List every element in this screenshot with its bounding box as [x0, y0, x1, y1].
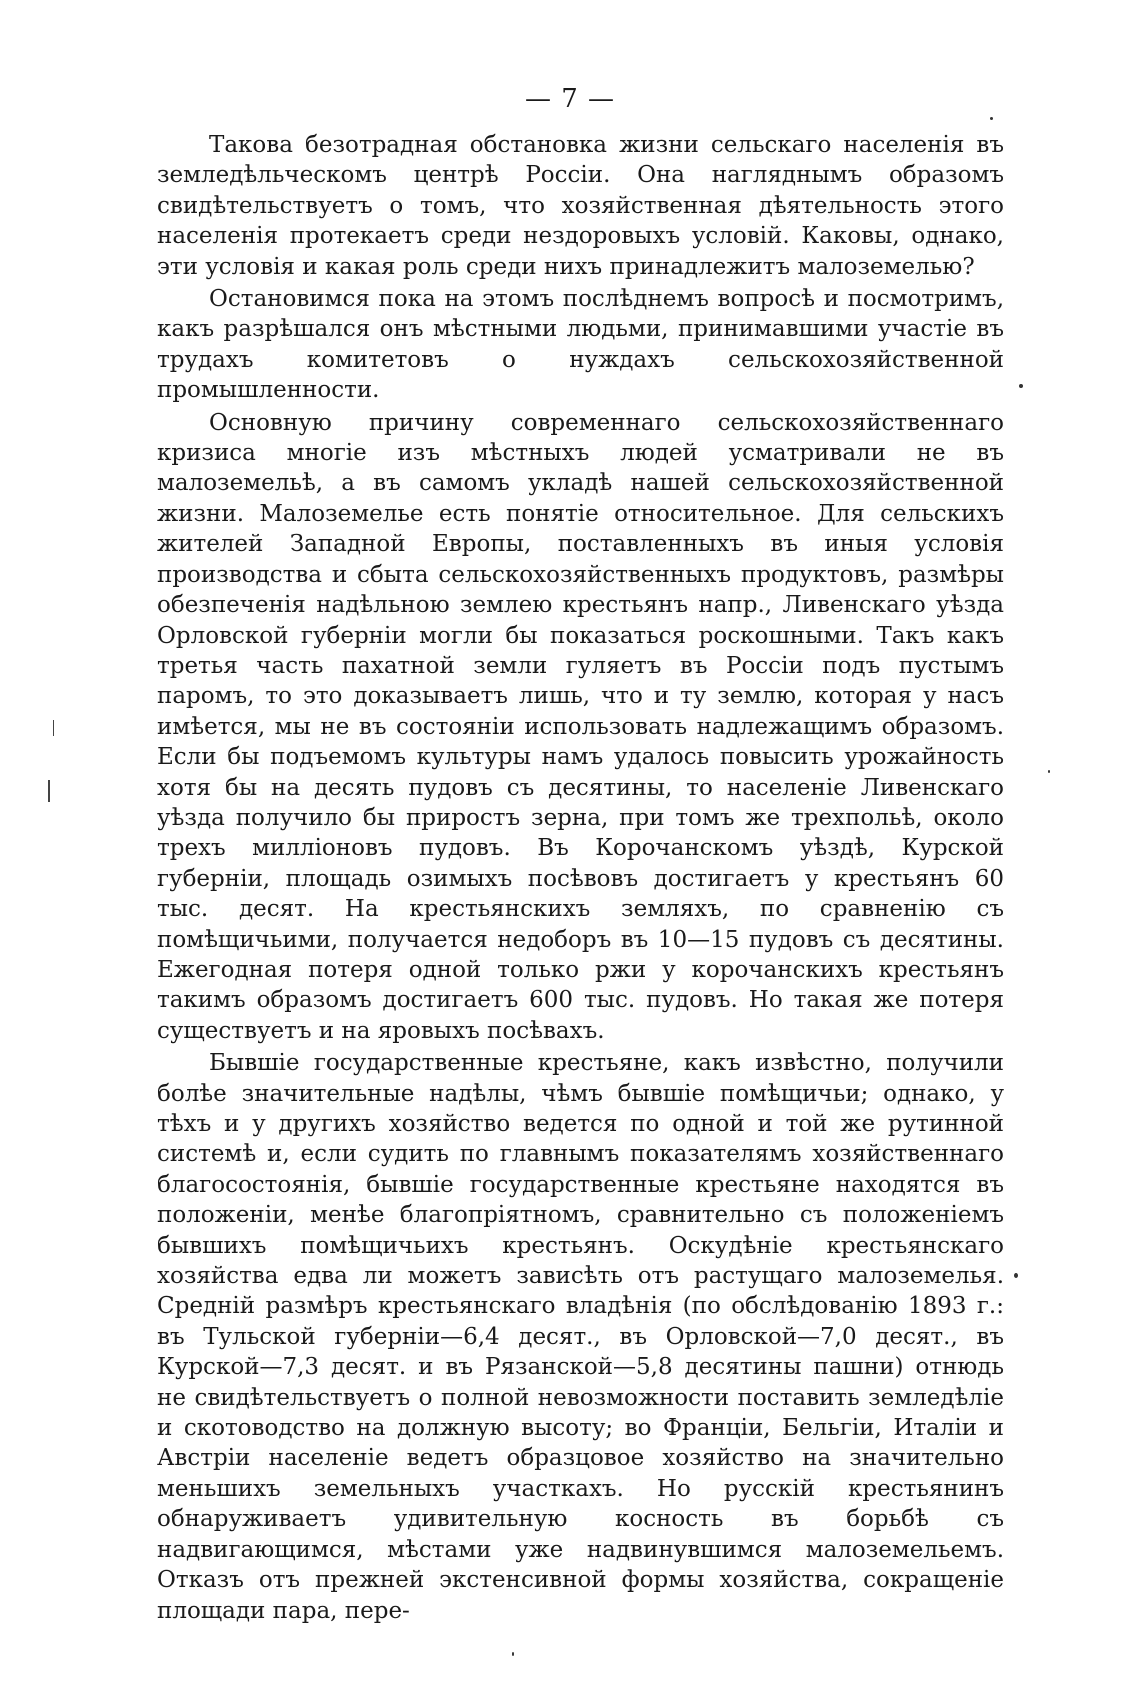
scan-speck [1019, 384, 1023, 388]
paragraph-3: Основную причину современнаго сельскохозяйственнаго кризиса многіе изъ мѣстныхъ людей усматривали не въ малоземельѣ, а въ самомъ укладѣ нашей сельскохозяйственной жизни. Малоземелье есть понятіе относительное. Для сельскихъ жителей Западной Европы, поставленныхъ въ иныя условія производства и сбыта сельскохозяйственныхъ продуктовъ, размѣры обезпеченія надѣльною землею крестьянъ напр., Ливенскаго уѣзда Орловской губерніи могли бы показаться роскошными. Такъ какъ третья часть пахатной земли гуляетъ въ Россіи подъ пустымъ паромъ, то это доказываетъ лишь, что и ту землю, которая у насъ имѣется, мы не въ состояніи использовать надлежащимъ образомъ. Если бы подъемомъ культуры намъ удалось повысить урожайность хотя бы на десять пудовъ съ десятины, то населеніе Ливенскаго уѣзда получило бы приростъ зерна, при томъ же трехпольѣ, около трехъ милліоновъ пудовъ. Въ Корочанскомъ уѣздѣ, Курской губерніи, площадь озимыхъ посѣвовъ достигаетъ у крестьянъ 60 тыс. десят. На крестьянскихъ земляхъ, по сравненію съ помѣщичьими, получается недоборъ въ 10—15 пудовъ съ десятины. Ежегодная потеря одной только ржи у корочанскихъ крестьянъ такимъ образомъ достигаетъ 600 тыс. пудовъ. Но такая же потеря существуетъ и на яровыхъ посѣвахъ. [157, 409, 1004, 1044]
paragraph-1: Такова безотрадная обстановка жизни сельскаго населенія въ земледѣльческомъ центрѣ Россіи. Она нагляднымъ образомъ свидѣтельствуетъ о томъ, что хозяйственная дѣятельность этого населенія протекаетъ среди нездоровыхъ условій. Каковы, однако, эти условія и какая роль среди нихъ принадлежитъ малоземелью? [157, 132, 1004, 280]
scan-speck [1014, 1273, 1018, 1278]
paragraph-4: Бывшіе государственные крестьяне, какъ извѣстно, получили болѣе значительные надѣлы, чѣмъ бывшіе помѣщичьи; однако, у тѣхъ и у другихъ хозяйство ведется по одной и той же рутинной системѣ и, если судить по главнымъ показателямъ хозяйственнаго благосостоянія, бывшіе государственные крестьяне находятся въ положеніи, менѣе благопріятномъ, сравнительно съ положеніемъ бывшихъ помѣщичьихъ крестьянъ. Оскудѣніе крестьянскаго хозяйства едва ли можетъ зависѣть отъ растущаго малоземелья. Средній размѣръ крестьянскаго владѣнія (по обслѣдованію 1893 г.: въ Тульской губерніи—6,4 десят., въ Орловской—7,0 десят., въ Курской—7,3 десят. и въ Рязанской—5,8 десятины пашни) отнюдь не свидѣтельствуетъ о полной невозможности поставить земледѣліе и скотоводство на должную высоту; во Франціи, Бельгіи, Италіи и Австріи населеніе ведетъ образцовое хозяйство на значительно меньшихъ земельныхъ участкахъ. Но русскій крестьянинъ обнаруживаетъ удивительную косность въ борьбѣ съ надвигающимся, мѣстами уже надвинувшимся малоземельемъ. Отказъ отъ прежней экстенсивной формы хозяйства, сокращеніе площади пара, пере- [157, 1050, 1004, 1624]
scan-speck [990, 117, 993, 120]
margin-mark [48, 780, 50, 802]
page-number: — 7 — [524, 84, 616, 114]
scan-speck [1048, 770, 1050, 773]
paragraph-2: Остановимся пока на этомъ послѣднемъ вопросѣ и посмотримъ, какъ разрѣшался онъ мѣстными людьми, принимавшими участіе въ трудахъ комитетовъ о нуждахъ сельскохозяйственной промышленности. [157, 286, 1004, 404]
scan-speck [512, 1652, 514, 1656]
margin-mark [53, 720, 54, 736]
body-text [157, 130, 1004, 1626]
